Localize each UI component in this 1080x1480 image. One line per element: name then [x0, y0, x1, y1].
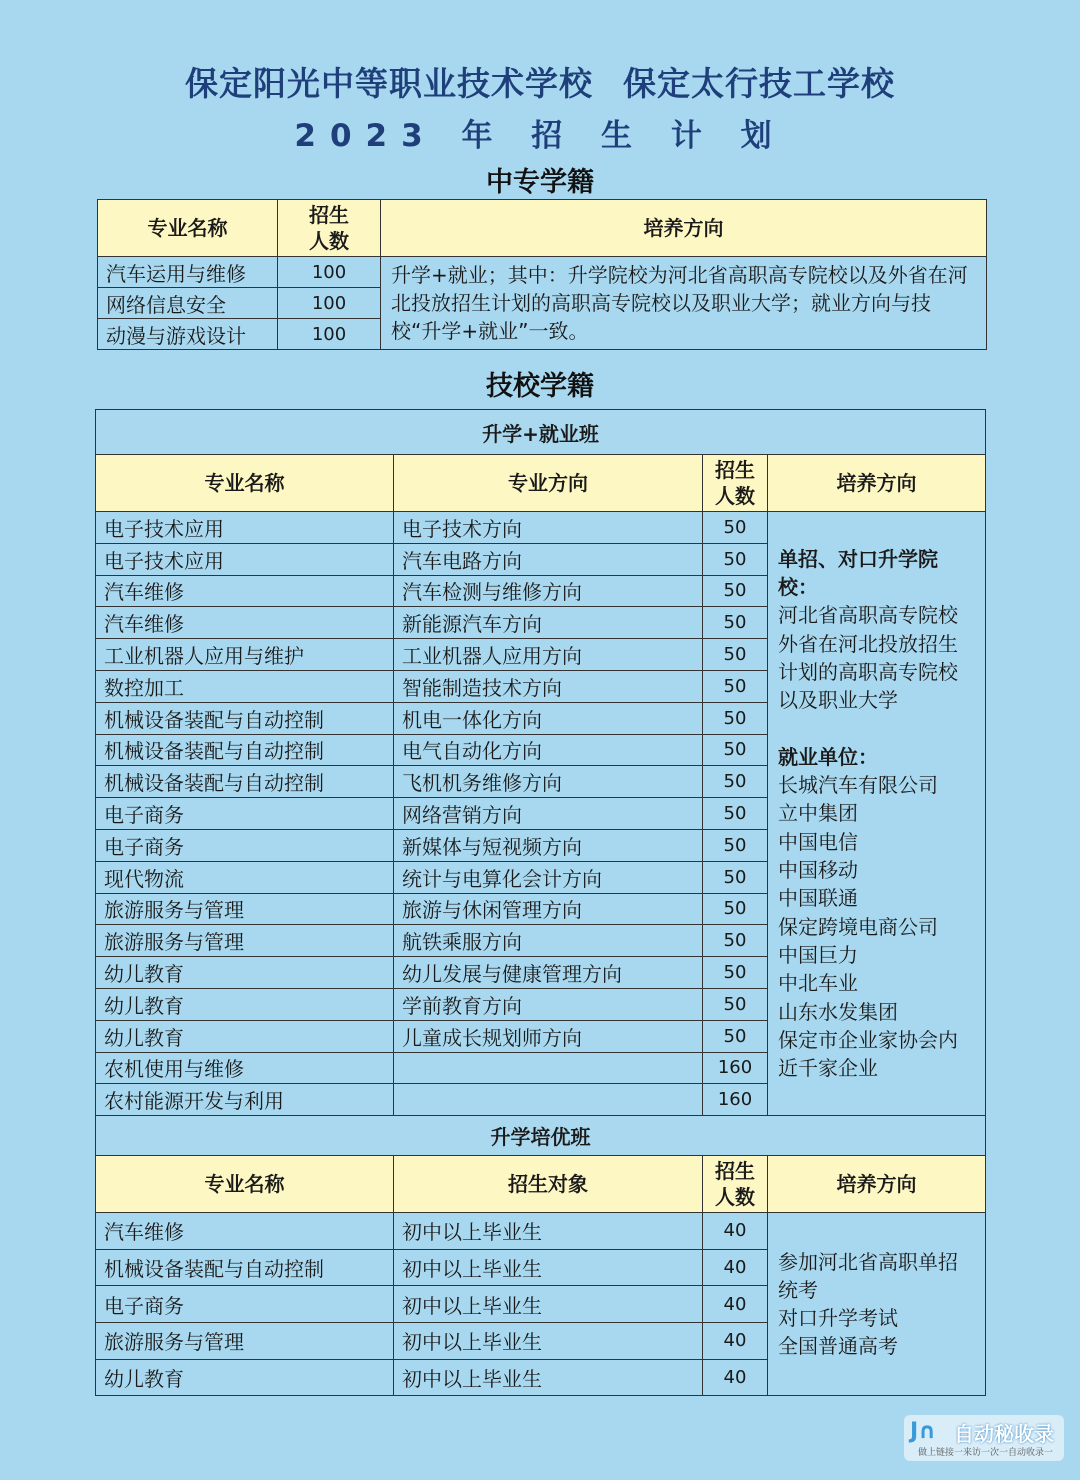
major-sub: 工业机器人应用方向: [394, 639, 703, 671]
direction-line: 外省在河北投放招生: [778, 631, 958, 656]
major-name: 机械设备装配与自动控制: [96, 766, 394, 798]
col-header-sub: 专业方向: [394, 455, 703, 512]
major-name: 数控加工: [96, 670, 394, 702]
major-name: 幼儿教育: [96, 1020, 394, 1052]
major-sub: 儿童成长规划师方向: [394, 1020, 703, 1052]
enroll-count: 160: [703, 1084, 768, 1116]
direction-line: 山东水发集团: [778, 999, 898, 1024]
major-name: 机械设备装配与自动控制: [96, 734, 394, 766]
major-name: 农村能源开发与利用: [96, 1084, 394, 1116]
major-name: 机械设备装配与自动控制: [96, 702, 394, 734]
col-header-name: 专业名称: [98, 200, 278, 257]
enroll-count: 100: [278, 257, 381, 288]
enroll-count: 50: [703, 957, 768, 989]
direction-line: 全国普通高考: [778, 1334, 898, 1359]
major-name: 旅游服务与管理: [96, 925, 394, 957]
direction-line: 保定市企业家协会内: [778, 1027, 958, 1052]
direction-line: 对口升学考试: [778, 1306, 898, 1331]
major-sub: 初中以上毕业生: [394, 1322, 703, 1359]
direction-line: 长城汽车有限公司: [778, 773, 938, 798]
major-sub: 机电一体化方向: [394, 702, 703, 734]
major-sub: 电子技术方向: [394, 512, 703, 544]
jixiao-table: [95, 409, 986, 1396]
major-sub: 学前教育方向: [394, 988, 703, 1020]
major-name: 电子商务: [96, 829, 394, 861]
table-row: [96, 1213, 986, 1250]
page-subtitle: 2023 年 招 生 计 划: [294, 118, 786, 154]
major-sub: 电气自动化方向: [394, 734, 703, 766]
watermark-logo: J∩: [910, 1419, 937, 1444]
school-name-2: 保定太行技工学校: [623, 64, 895, 103]
enroll-count: 50: [703, 861, 768, 893]
direction-line: 保定跨境电商公司: [778, 914, 938, 939]
major-sub: 飞机机务维修方向: [394, 766, 703, 798]
col-header-count: 招生 人数: [278, 200, 381, 257]
major-sub: 新媒体与短视频方向: [394, 829, 703, 861]
section-title-zhongzhuan: 中专学籍: [486, 167, 594, 198]
enroll-count: 40: [703, 1249, 768, 1286]
enroll-count: 160: [703, 1052, 768, 1084]
training-direction: [768, 512, 986, 1116]
major-sub: [394, 1052, 703, 1084]
enroll-count: 50: [703, 639, 768, 671]
major-name: 旅游服务与管理: [96, 893, 394, 925]
major-sub: [394, 1084, 703, 1116]
enroll-count: 40: [703, 1359, 768, 1396]
direction-line: 计划的高职高专院校: [778, 659, 958, 684]
col-header-direction: 培养方向: [381, 200, 987, 257]
major-name: 工业机器人应用与维护: [96, 639, 394, 671]
major-name: 电子商务: [96, 1286, 394, 1323]
major-name: 电子商务: [96, 798, 394, 830]
direction-line: 统考: [778, 1277, 818, 1302]
table-header: [96, 455, 986, 512]
table-row: [96, 512, 986, 544]
major-name: 电子技术应用: [96, 512, 394, 544]
enroll-count: 40: [703, 1286, 768, 1323]
major-sub: 旅游与休闲管理方向: [394, 893, 703, 925]
page-title: [0, 58, 1080, 105]
major-name: 幼儿教育: [96, 957, 394, 989]
enroll-count: 100: [278, 288, 381, 319]
enroll-count: 50: [703, 575, 768, 607]
major-name: 幼儿教育: [96, 988, 394, 1020]
major-name: 网络信息安全: [98, 288, 278, 319]
col-header-direction: 培养方向: [768, 1156, 986, 1213]
direction-line: 中国巨力: [778, 942, 858, 967]
enroll-count: 50: [703, 670, 768, 702]
major-name: 农机使用与维修: [96, 1052, 394, 1084]
major-sub: 幼儿发展与健康管理方向: [394, 957, 703, 989]
major-sub: 汽车检测与维修方向: [394, 575, 703, 607]
enroll-count: 50: [703, 1020, 768, 1052]
table-header: [98, 200, 987, 257]
table-row: [98, 257, 987, 288]
watermark-subtext: 做上链接一来访一次一自动收录一: [918, 1448, 1054, 1458]
col-header-sub: 招生对象: [394, 1156, 703, 1213]
training-direction: [768, 1213, 986, 1396]
major-name: 汽车运用与维修: [98, 257, 278, 288]
enroll-count: 50: [703, 766, 768, 798]
table-header: [96, 1156, 986, 1213]
enroll-count: 50: [703, 829, 768, 861]
major-name: 旅游服务与管理: [96, 1322, 394, 1359]
direction-line: 河北省高职高专院校: [778, 603, 958, 628]
major-name: 机械设备装配与自动控制: [96, 1249, 394, 1286]
major-name: 汽车维修: [96, 575, 394, 607]
direction-heading: 就业单位：: [778, 744, 878, 769]
watermark: [904, 1415, 1064, 1461]
direction-line: 中国移动: [778, 858, 858, 883]
direction-line: 参加河北省高职单招: [778, 1249, 958, 1274]
enroll-count: 50: [703, 798, 768, 830]
col-header-count: 招生 人数: [703, 455, 768, 512]
watermark-text: 自动秘收录: [954, 1422, 1054, 1446]
major-sub: 初中以上毕业生: [394, 1249, 703, 1286]
class-band-2: 升学培优班: [96, 1116, 986, 1156]
enroll-count: 50: [703, 893, 768, 925]
direction-line: 以及职业大学: [778, 688, 898, 713]
major-sub: 统计与电算化会计方向: [394, 861, 703, 893]
direction-line: 中北车业: [778, 971, 858, 996]
school-name-1: 保定阳光中等职业技术学校: [185, 64, 593, 103]
major-sub: 智能制造技术方向: [394, 670, 703, 702]
enroll-count: 50: [703, 702, 768, 734]
direction-heading: 单招、对口升学院校：: [778, 546, 938, 600]
major-sub: 初中以上毕业生: [394, 1286, 703, 1323]
direction-line: 立中集团: [778, 801, 858, 826]
col-header-name: 专业名称: [96, 1156, 394, 1213]
major-name: 幼儿教育: [96, 1359, 394, 1396]
major-name: 汽车维修: [96, 607, 394, 639]
major-sub: 新能源汽车方向: [394, 607, 703, 639]
enroll-count: 50: [703, 925, 768, 957]
enroll-count: 50: [703, 543, 768, 575]
major-sub: 航铁乘服方向: [394, 925, 703, 957]
enroll-count: 50: [703, 988, 768, 1020]
direction-line: 中国联通: [778, 886, 858, 911]
section-title-jixiao: 技校学籍: [486, 371, 594, 402]
class-band-1: 升学+就业班: [96, 410, 986, 455]
enroll-count: 40: [703, 1322, 768, 1359]
col-header-name: 专业名称: [96, 455, 394, 512]
direction-line: 中国电信: [778, 829, 858, 854]
major-sub: 初中以上毕业生: [394, 1359, 703, 1396]
major-sub: 初中以上毕业生: [394, 1213, 703, 1250]
major-name: 现代物流: [96, 861, 394, 893]
col-header-direction: 培养方向: [768, 455, 986, 512]
enroll-count: 50: [703, 512, 768, 544]
enroll-count: 50: [703, 607, 768, 639]
major-name: 动漫与游戏设计: [98, 319, 278, 350]
zhongzhuan-table: [97, 199, 987, 350]
direction-line: 近千家企业: [778, 1056, 878, 1081]
enroll-count: 50: [703, 734, 768, 766]
col-header-count: 招生 人数: [703, 1156, 768, 1213]
direction-description: 升学+就业；其中：升学院校为河北省高职高专院校以及外省在河北投放招生计划的高职高专院校以及职业大学；就业方向与技校“升学+就业”一致。: [381, 257, 987, 350]
major-name: 电子技术应用: [96, 543, 394, 575]
enroll-count: 100: [278, 319, 381, 350]
enroll-count: 40: [703, 1213, 768, 1250]
major-sub: 汽车电路方向: [394, 543, 703, 575]
major-name: 汽车维修: [96, 1213, 394, 1250]
major-sub: 网络营销方向: [394, 798, 703, 830]
